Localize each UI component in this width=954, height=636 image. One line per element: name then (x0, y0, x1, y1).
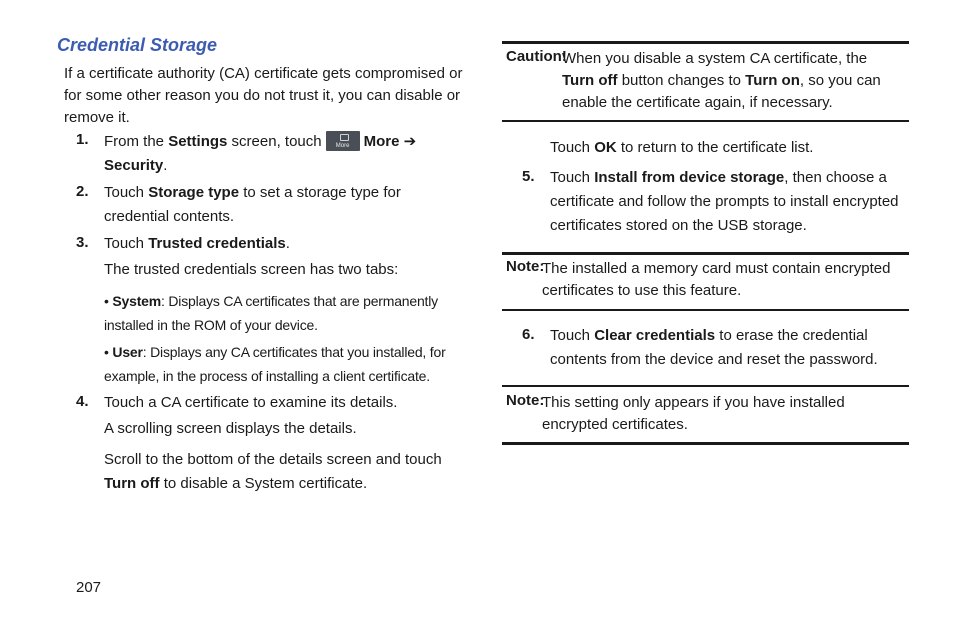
intro-paragraph: If a certificate authority (CA) certificate gets compromised or for some other reason you do not trust it, you can disable or remove it. (64, 65, 463, 126)
bullet-system: • System: Displays CA certificates that are permanently installed in the ROM of your device. (104, 293, 438, 333)
more-icon: More (326, 131, 360, 151)
step-4-subtext-2: Scroll to the bottom of the details screen and touch Turn off to disable a System certificate. (104, 451, 442, 492)
caution-top-rule (502, 41, 909, 44)
note-1-label: Note: (506, 258, 545, 275)
step-4-subtext: A scrolling screen displays the details. (104, 420, 357, 437)
caution-label: Caution! (506, 48, 567, 65)
step-3-number: 3. (76, 234, 89, 251)
note-2-text: This setting only appears if you have installed encrypted certificates. (542, 394, 845, 433)
step-6-text: Touch Clear credentials to erase the credential contents from the device and reset the password. (550, 327, 878, 368)
caution-bottom-rule (502, 120, 909, 122)
step-2-text: Touch Storage type to set a storage type for credential contents. (104, 184, 401, 225)
page-number: 207 (76, 579, 102, 596)
note-2-bottom-rule (502, 442, 909, 445)
caution-text: When you disable a system CA certificate, the Turn off button changes to Turn on, so you can enable the certificate again, if necessary. (562, 50, 881, 111)
step-2-number: 2. (76, 183, 89, 200)
step-4-text: Touch a CA certificate to examine its details. (104, 394, 398, 411)
step-3-subtext: The trusted credentials screen has two tabs: (104, 261, 399, 278)
note-1-bottom-rule (502, 309, 909, 311)
step-5-text: Touch Install from device storage, then choose a certificate and follow the prompts to install encrypted certificates stored on the USB storage. (550, 169, 899, 234)
touch-ok-text: Touch OK to return to the certificate list. (550, 139, 814, 156)
bullet-user: • User: Displays any CA certificates that you installed, for example, in the process of installing a client certificate. (104, 344, 446, 384)
step-1-number: 1. (76, 131, 89, 148)
step-4-number: 4. (76, 393, 89, 410)
step-5-number: 5. (522, 168, 535, 185)
note-1-top-rule (502, 252, 909, 255)
section-title: Credential Storage (57, 35, 218, 55)
step-6-number: 6. (522, 326, 535, 343)
step-1-text: From the Settings screen, touch More More ➔ Security. (104, 133, 417, 174)
note-2-label: Note: (506, 392, 545, 409)
note-1-text: The installed a memory card must contain encrypted certificates to use this feature. (542, 260, 891, 299)
note-2-top-rule (502, 385, 909, 387)
step-3-text: Touch Trusted credentials. (104, 235, 290, 252)
